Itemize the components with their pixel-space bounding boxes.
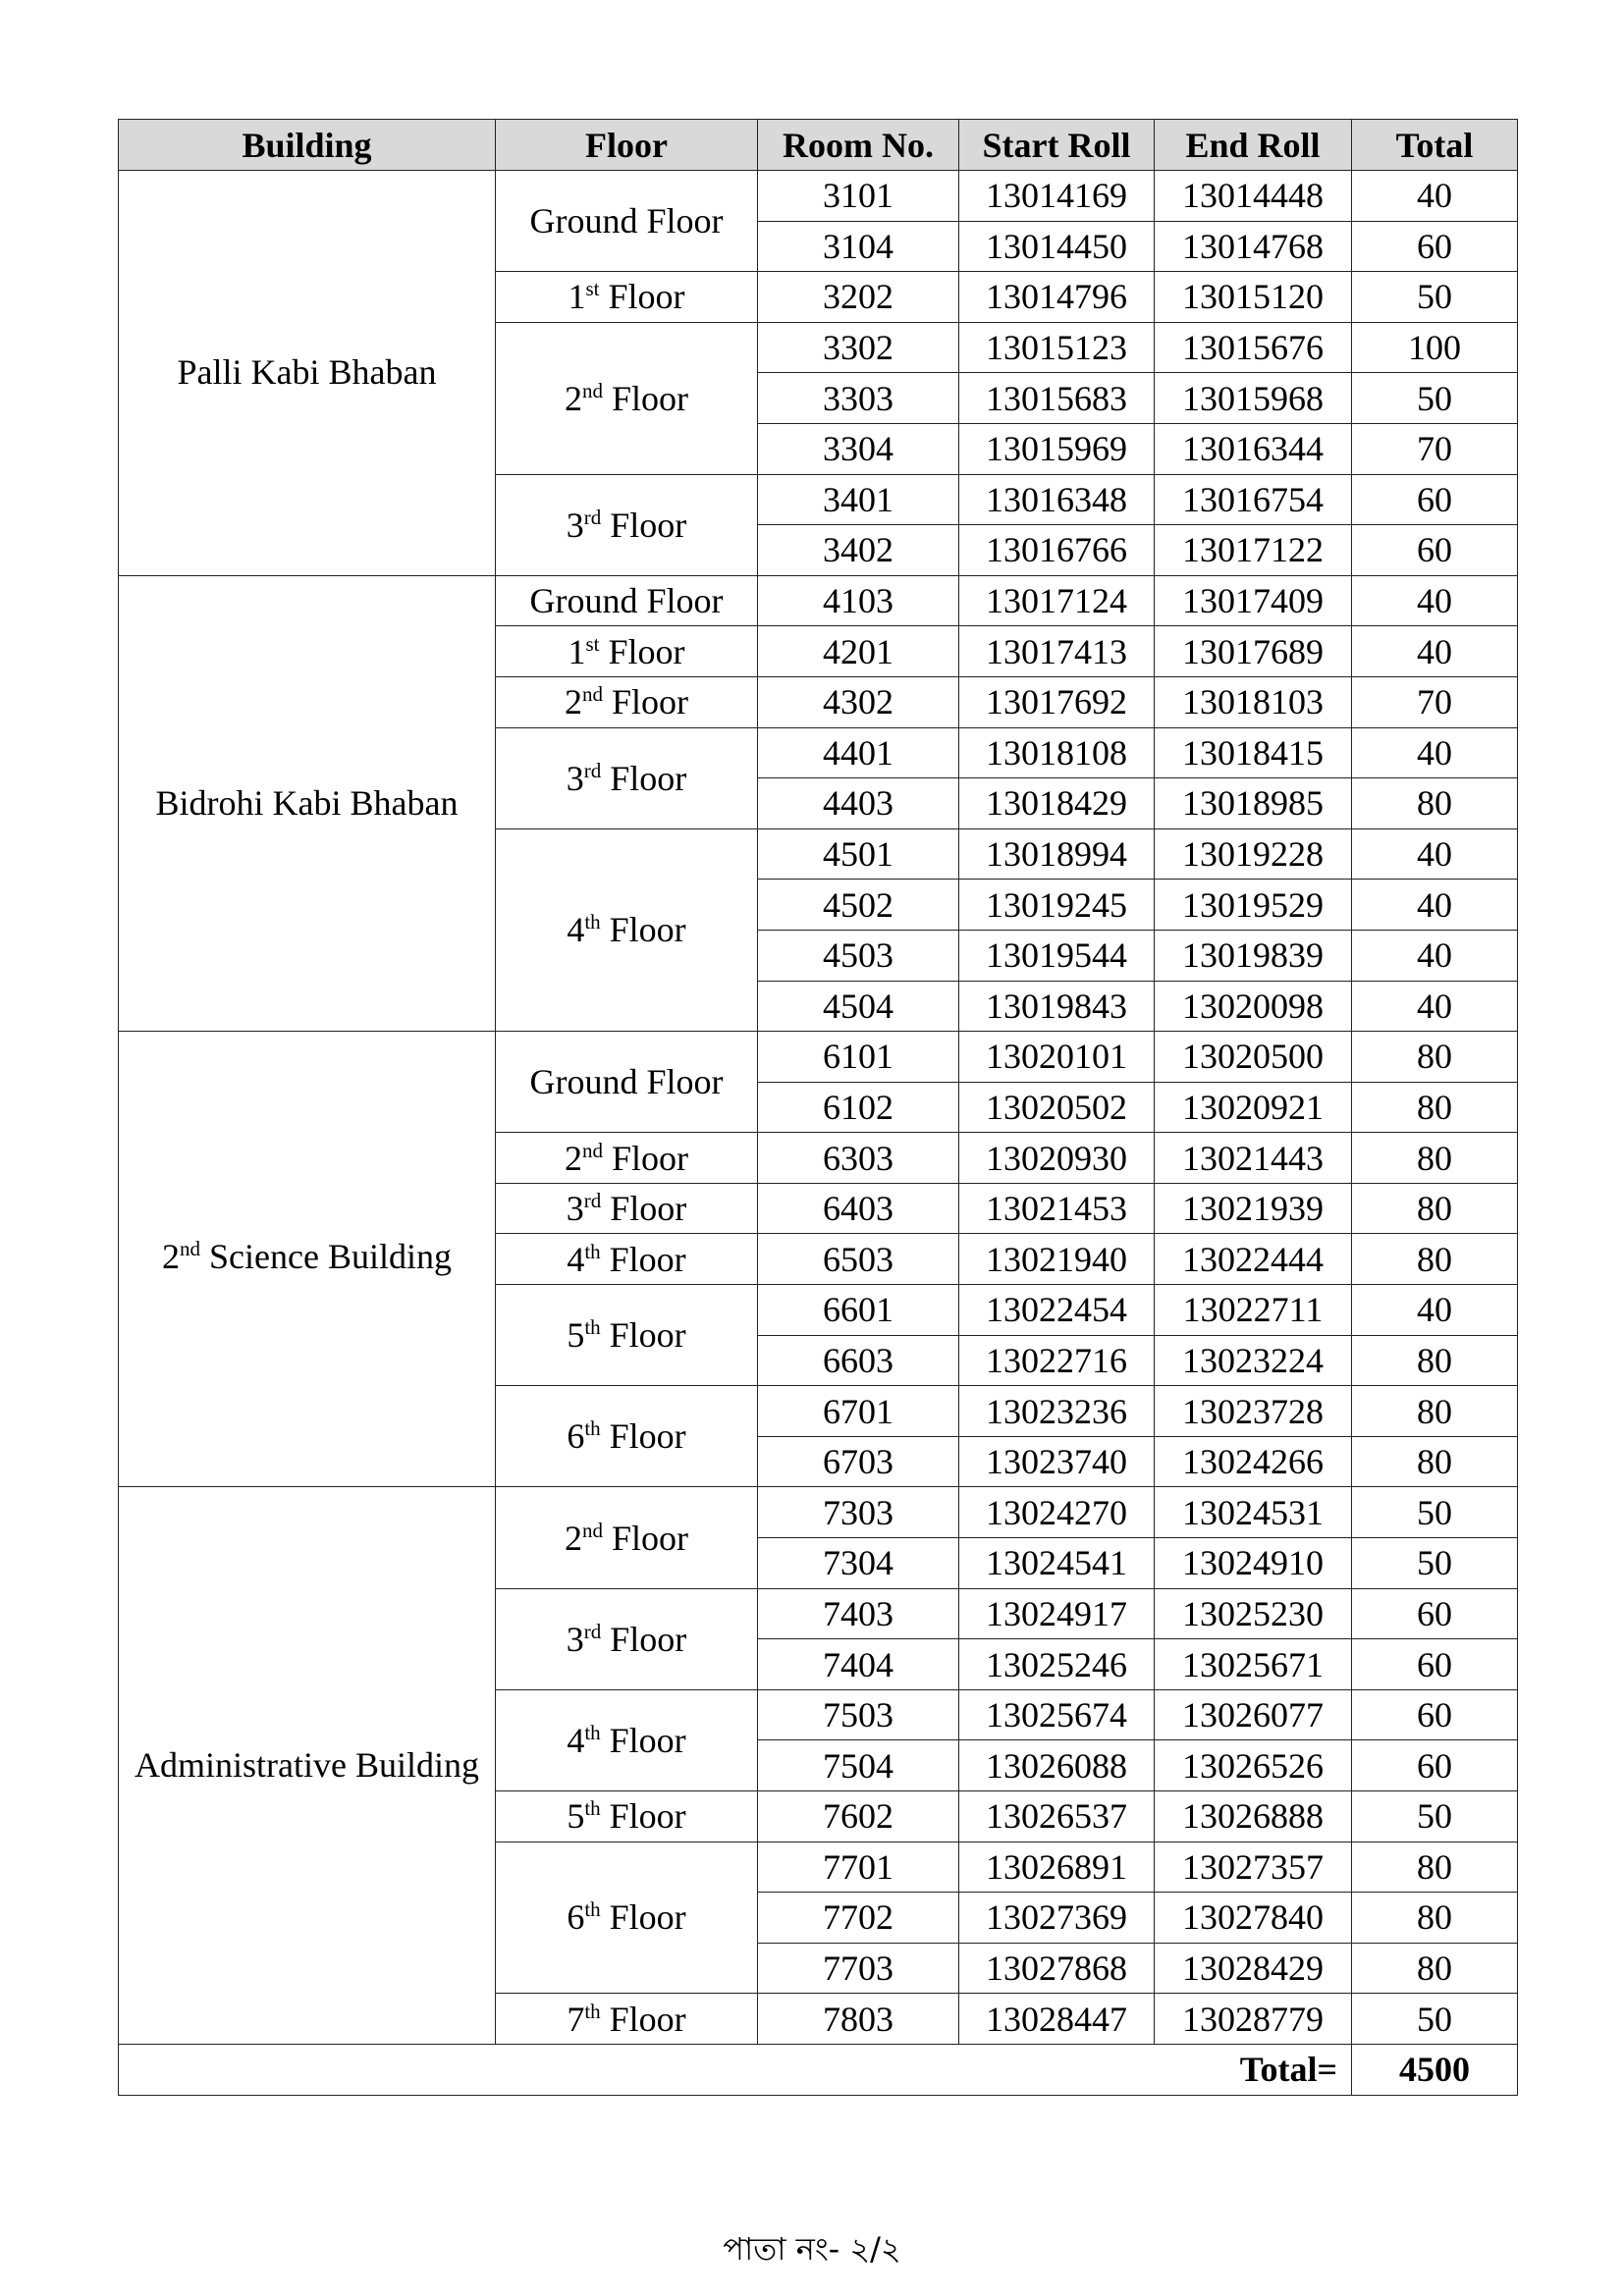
floor-suffix: Floor: [600, 1897, 686, 1938]
end-roll-cell: 13020098: [1155, 981, 1352, 1032]
start-roll-cell: 13014169: [959, 171, 1155, 222]
room-no-cell: 6101: [758, 1032, 959, 1083]
floor-cell: [496, 1386, 758, 1487]
end-roll-cell: 13023728: [1155, 1386, 1352, 1437]
building-name-suffix: Science Building: [200, 1236, 452, 1276]
header-room-no: Room No.: [758, 120, 959, 171]
room-total-cell: 60: [1352, 1689, 1518, 1740]
start-roll-cell: 13026537: [959, 1791, 1155, 1842]
grand-total-label: Total=: [119, 2044, 1352, 2095]
end-roll-cell: 13028429: [1155, 1943, 1352, 1994]
room-total-cell: 60: [1352, 525, 1518, 576]
floor-number: 4: [567, 1239, 585, 1279]
floor-suffix: Floor: [600, 1720, 686, 1760]
floor-ordinal: rd: [583, 758, 602, 782]
floor-cell: [496, 322, 758, 474]
grand-total-value: 4500: [1352, 2044, 1518, 2095]
room-total-cell: 50: [1352, 272, 1518, 323]
room-total-cell: 40: [1352, 1285, 1518, 1336]
start-roll-cell: 13024917: [959, 1588, 1155, 1639]
end-roll-cell: 13015968: [1155, 373, 1352, 424]
floor-ordinal: th: [584, 1897, 601, 1922]
room-total-cell: 40: [1352, 828, 1518, 880]
start-roll-cell: 13020101: [959, 1032, 1155, 1083]
end-roll-cell: 13028779: [1155, 1994, 1352, 2045]
grand-total-row: [119, 2044, 1518, 2095]
room-no-cell: 4403: [758, 778, 959, 829]
room-no-cell: 4201: [758, 626, 959, 677]
floor-ordinal: rd: [583, 1619, 602, 1643]
floor-number: 6: [567, 1897, 585, 1938]
room-total-cell: 80: [1352, 1032, 1518, 1083]
floor-cell: [496, 171, 758, 272]
room-total-cell: 40: [1352, 171, 1518, 222]
room-no-cell: 3303: [758, 373, 959, 424]
end-roll-cell: 13015120: [1155, 272, 1352, 323]
room-total-cell: 80: [1352, 1082, 1518, 1133]
room-total-cell: 60: [1352, 221, 1518, 272]
start-roll-cell: 13018108: [959, 727, 1155, 778]
end-roll-cell: 13017409: [1155, 575, 1352, 626]
room-no-cell: 7504: [758, 1740, 959, 1791]
end-roll-cell: 13025671: [1155, 1639, 1352, 1690]
floor-ordinal: nd: [581, 378, 603, 402]
floor-ordinal: nd: [581, 1518, 603, 1542]
end-roll-cell: 13019228: [1155, 828, 1352, 880]
room-no-cell: 7703: [758, 1943, 959, 1994]
floor-ordinal: st: [585, 631, 600, 656]
floor-cell: [496, 1032, 758, 1133]
end-roll-cell: 13025230: [1155, 1588, 1352, 1639]
building-name: Palli Kabi Bhaban: [177, 352, 437, 393]
floor-ordinal: th: [584, 1720, 601, 1744]
room-total-cell: 60: [1352, 1639, 1518, 1690]
room-no-cell: 6701: [758, 1386, 959, 1437]
room-total-cell: 40: [1352, 626, 1518, 677]
floor-cell: [496, 1588, 758, 1689]
start-roll-cell: 13015683: [959, 373, 1155, 424]
floor-number: 2: [564, 378, 582, 418]
room-no-cell: 6102: [758, 1082, 959, 1133]
room-no-cell: 6703: [758, 1436, 959, 1487]
floor-cell: [496, 1994, 758, 2045]
start-roll-cell: 13017124: [959, 575, 1155, 626]
floor-cell: [496, 1689, 758, 1790]
end-roll-cell: 13024266: [1155, 1436, 1352, 1487]
room-total-cell: 70: [1352, 676, 1518, 727]
floor-suffix: Floor: [600, 1999, 686, 2039]
floor-ordinal: nd: [581, 682, 603, 707]
end-roll-cell: 13014448: [1155, 171, 1352, 222]
start-roll-cell: 13027369: [959, 1893, 1155, 1944]
start-roll-cell: 13014796: [959, 272, 1155, 323]
floor-ordinal: st: [585, 277, 600, 301]
table-body: [119, 171, 1518, 2045]
floor-number: Ground Floor: [529, 201, 724, 241]
floor-ordinal: th: [584, 1239, 601, 1263]
floor-cell: [496, 676, 758, 727]
floor-suffix: Floor: [601, 505, 687, 545]
floor-ordinal: th: [584, 1315, 601, 1340]
end-roll-cell: 13023224: [1155, 1335, 1352, 1386]
floor-cell: [496, 1842, 758, 1994]
start-roll-cell: 13025246: [959, 1639, 1155, 1690]
floor-cell: [496, 626, 758, 677]
room-total-cell: 80: [1352, 1386, 1518, 1437]
room-no-cell: 4502: [758, 880, 959, 931]
end-roll-cell: 13018985: [1155, 778, 1352, 829]
floor-suffix: Floor: [599, 631, 685, 671]
start-roll-cell: 13028447: [959, 1994, 1155, 2045]
start-roll-cell: 13016766: [959, 525, 1155, 576]
start-roll-cell: 13024541: [959, 1538, 1155, 1589]
floor-number: 3: [566, 758, 584, 798]
floor-suffix: Floor: [600, 1315, 686, 1356]
end-roll-cell: 13015676: [1155, 322, 1352, 373]
floor-number: 2: [564, 1518, 582, 1558]
start-roll-cell: 13027868: [959, 1943, 1155, 1994]
page-number: পাতা নং- ২/২: [723, 2230, 901, 2268]
floor-number: 5: [567, 1315, 585, 1356]
start-roll-cell: 13022716: [959, 1335, 1155, 1386]
room-total-cell: 60: [1352, 1740, 1518, 1791]
start-roll-cell: 13020930: [959, 1133, 1155, 1184]
end-roll-cell: 13017689: [1155, 626, 1352, 677]
floor-suffix: Floor: [600, 910, 686, 950]
floor-ordinal: rd: [583, 1189, 602, 1213]
end-roll-cell: 13021939: [1155, 1183, 1352, 1234]
header-start-roll: Start Roll: [959, 120, 1155, 171]
end-roll-cell: 13022711: [1155, 1285, 1352, 1336]
room-total-cell: 80: [1352, 1335, 1518, 1386]
floor-suffix: Floor: [599, 277, 685, 317]
room-no-cell: 3304: [758, 423, 959, 474]
room-no-cell: 4103: [758, 575, 959, 626]
building-name: Administrative Building: [135, 1745, 479, 1786]
room-no-cell: 4401: [758, 727, 959, 778]
room-no-cell: 7803: [758, 1994, 959, 2045]
floor-number: 1: [568, 631, 586, 671]
room-no-cell: 7304: [758, 1538, 959, 1589]
room-no-cell: 6503: [758, 1234, 959, 1285]
floor-number: 4: [567, 1720, 585, 1760]
floor-ordinal: th: [584, 910, 601, 934]
floor-ordinal: nd: [581, 1138, 603, 1162]
room-no-cell: 4503: [758, 930, 959, 981]
start-roll-cell: 13017692: [959, 676, 1155, 727]
header-building: Building: [119, 120, 496, 171]
floor-cell: [496, 1133, 758, 1184]
end-roll-cell: 13019839: [1155, 930, 1352, 981]
end-roll-cell: 13022444: [1155, 1234, 1352, 1285]
floor-suffix: Floor: [602, 1138, 688, 1178]
floor-number: 5: [567, 1796, 585, 1837]
room-total-cell: 80: [1352, 1943, 1518, 1994]
room-no-cell: 7503: [758, 1689, 959, 1740]
room-total-cell: 50: [1352, 1791, 1518, 1842]
end-roll-cell: 13024531: [1155, 1487, 1352, 1538]
room-total-cell: 50: [1352, 373, 1518, 424]
room-total-cell: 100: [1352, 322, 1518, 373]
floor-number: Ground Floor: [529, 1062, 724, 1102]
floor-suffix: Floor: [602, 1518, 688, 1558]
start-roll-cell: 13019544: [959, 930, 1155, 981]
floor-ordinal: th: [584, 1416, 601, 1441]
room-total-cell: 80: [1352, 1893, 1518, 1944]
building-name-cell: [119, 1032, 496, 1487]
start-roll-cell: 13016348: [959, 474, 1155, 525]
room-no-cell: 6403: [758, 1183, 959, 1234]
table-header-row: [119, 120, 1518, 171]
room-total-cell: 80: [1352, 1842, 1518, 1893]
floor-number: 6: [567, 1416, 585, 1457]
room-no-cell: 6601: [758, 1285, 959, 1336]
floor-suffix: Floor: [602, 378, 688, 418]
room-no-cell: 4504: [758, 981, 959, 1032]
building-name-cell: [119, 171, 496, 576]
start-roll-cell: 13018994: [959, 828, 1155, 880]
room-total-cell: 50: [1352, 1538, 1518, 1589]
start-roll-cell: 13026088: [959, 1740, 1155, 1791]
start-roll-cell: 13014450: [959, 221, 1155, 272]
start-roll-cell: 13023236: [959, 1386, 1155, 1437]
floor-suffix: Floor: [600, 1416, 686, 1457]
floor-number: 4: [567, 910, 585, 950]
room-no-cell: 7702: [758, 1893, 959, 1944]
table-row: [119, 1487, 1518, 1538]
floor-suffix: Floor: [600, 1796, 686, 1837]
room-total-cell: 80: [1352, 1183, 1518, 1234]
building-name-cell: [119, 1487, 496, 2045]
start-roll-cell: 13019245: [959, 880, 1155, 931]
start-roll-cell: 13021453: [959, 1183, 1155, 1234]
room-no-cell: 7403: [758, 1588, 959, 1639]
room-total-cell: 80: [1352, 1133, 1518, 1184]
room-total-cell: 40: [1352, 880, 1518, 931]
start-roll-cell: 13018429: [959, 778, 1155, 829]
seat-plan-table: [118, 119, 1518, 2096]
floor-cell: [496, 1285, 758, 1386]
floor-cell: [496, 828, 758, 1031]
end-roll-cell: 13016344: [1155, 423, 1352, 474]
end-roll-cell: 13019529: [1155, 880, 1352, 931]
start-roll-cell: 13024270: [959, 1487, 1155, 1538]
header-total: Total: [1352, 120, 1518, 171]
end-roll-cell: 13017122: [1155, 525, 1352, 576]
header-floor: Floor: [496, 120, 758, 171]
room-no-cell: 6303: [758, 1133, 959, 1184]
floor-number: 3: [566, 505, 584, 545]
end-roll-cell: 13020500: [1155, 1032, 1352, 1083]
floor-number: 3: [566, 1189, 584, 1229]
floor-ordinal: th: [584, 1999, 601, 2023]
room-total-cell: 80: [1352, 1436, 1518, 1487]
room-no-cell: 7602: [758, 1791, 959, 1842]
building-name: 2: [162, 1236, 181, 1276]
floor-number: 7: [567, 1999, 585, 2039]
room-total-cell: 40: [1352, 981, 1518, 1032]
end-roll-cell: 13026526: [1155, 1740, 1352, 1791]
room-no-cell: 3101: [758, 171, 959, 222]
room-no-cell: 3402: [758, 525, 959, 576]
table-row: [119, 171, 1518, 222]
end-roll-cell: 13027840: [1155, 1893, 1352, 1944]
room-no-cell: 7701: [758, 1842, 959, 1893]
end-roll-cell: 13026888: [1155, 1791, 1352, 1842]
header-end-roll: End Roll: [1155, 120, 1352, 171]
floor-number: 2: [564, 1138, 582, 1178]
floor-cell: [496, 1234, 758, 1285]
room-total-cell: 50: [1352, 1994, 1518, 2045]
room-no-cell: 3202: [758, 272, 959, 323]
start-roll-cell: 13025674: [959, 1689, 1155, 1740]
room-no-cell: 3302: [758, 322, 959, 373]
end-roll-cell: 13027357: [1155, 1842, 1352, 1893]
start-roll-cell: 13019843: [959, 981, 1155, 1032]
start-roll-cell: 13022454: [959, 1285, 1155, 1336]
room-total-cell: 80: [1352, 1234, 1518, 1285]
building-name-ordinal: nd: [180, 1236, 201, 1260]
room-no-cell: 6603: [758, 1335, 959, 1386]
start-roll-cell: 13026891: [959, 1842, 1155, 1893]
floor-suffix: Floor: [601, 758, 687, 798]
end-roll-cell: 13016754: [1155, 474, 1352, 525]
end-roll-cell: 13014768: [1155, 221, 1352, 272]
start-roll-cell: 13015123: [959, 322, 1155, 373]
floor-number: Ground Floor: [529, 581, 724, 621]
floor-suffix: Floor: [602, 682, 688, 722]
room-total-cell: 60: [1352, 474, 1518, 525]
floor-number: 1: [568, 277, 586, 317]
end-roll-cell: 13026077: [1155, 1689, 1352, 1740]
room-no-cell: 3104: [758, 221, 959, 272]
start-roll-cell: 13023740: [959, 1436, 1155, 1487]
room-total-cell: 50: [1352, 1487, 1518, 1538]
end-roll-cell: 13021443: [1155, 1133, 1352, 1184]
floor-suffix: Floor: [600, 1239, 686, 1279]
table-row: [119, 1032, 1518, 1083]
start-roll-cell: 13015969: [959, 423, 1155, 474]
end-roll-cell: 13018415: [1155, 727, 1352, 778]
floor-cell: [496, 1487, 758, 1588]
start-roll-cell: 13017413: [959, 626, 1155, 677]
room-total-cell: 40: [1352, 575, 1518, 626]
start-roll-cell: 13020502: [959, 1082, 1155, 1133]
floor-number: 3: [566, 1619, 584, 1659]
building-name-cell: [119, 575, 496, 1031]
floor-cell: [496, 575, 758, 626]
floor-ordinal: rd: [583, 505, 602, 529]
end-roll-cell: 13024910: [1155, 1538, 1352, 1589]
room-total-cell: 60: [1352, 1588, 1518, 1639]
building-name: Bidrohi Kabi Bhaban: [155, 782, 459, 823]
floor-cell: [496, 1791, 758, 1842]
start-roll-cell: 13021940: [959, 1234, 1155, 1285]
room-no-cell: 3401: [758, 474, 959, 525]
floor-number: 2: [564, 682, 582, 722]
room-no-cell: 4501: [758, 828, 959, 880]
floor-suffix: Floor: [601, 1189, 687, 1229]
room-no-cell: 7303: [758, 1487, 959, 1538]
room-no-cell: 7404: [758, 1639, 959, 1690]
room-no-cell: 4302: [758, 676, 959, 727]
floor-ordinal: th: [584, 1796, 601, 1821]
floor-cell: [496, 1183, 758, 1234]
room-total-cell: 40: [1352, 727, 1518, 778]
room-total-cell: 70: [1352, 423, 1518, 474]
floor-suffix: Floor: [601, 1619, 687, 1659]
end-roll-cell: 13020921: [1155, 1082, 1352, 1133]
end-roll-cell: 13018103: [1155, 676, 1352, 727]
floor-cell: [496, 474, 758, 575]
table-row: [119, 575, 1518, 626]
floor-cell: [496, 272, 758, 323]
floor-cell: [496, 727, 758, 828]
room-total-cell: 40: [1352, 930, 1518, 981]
room-total-cell: 80: [1352, 778, 1518, 829]
